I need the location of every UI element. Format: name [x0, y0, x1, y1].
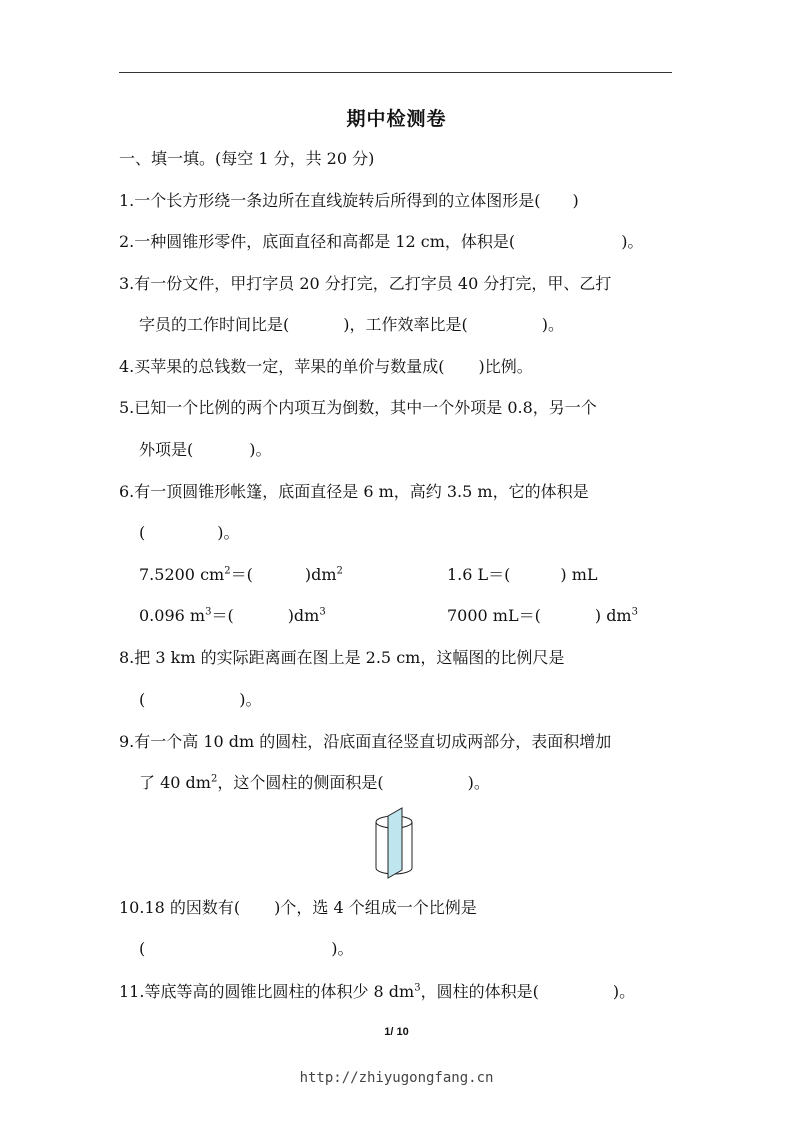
cylinder-cut-figure [372, 806, 424, 884]
page-title: 期中检测卷 [346, 108, 447, 130]
question-9-line-2: 了 40 $dm^2$，这个圆柱的侧面积是( )。 [139, 773, 490, 792]
question-5-line-1: 5.已知一个比例的两个内项互为倒数，其中一个外项是 0.8，另一个 [119, 398, 597, 417]
question-10-line-1: 10.18 的因数有( )个，选 4 个组成一个比例是 [119, 898, 477, 917]
footer-url: http://zhiyugongfang.cn [299, 1070, 494, 1086]
page-number: 1/ 10 [384, 1026, 409, 1038]
question-9-line-1: 9.有一个高 10 dm 的圆柱，沿底面直径竖直切成两部分，表面积增加 [119, 732, 612, 751]
question-7-item-d: 7000 mL＝( ) $dm^3$ [447, 606, 638, 625]
question-2: 2.一种圆锥形零件，底面直径和高都是 12 cm，体积是( )。 [119, 232, 644, 251]
question-8-line-1: 8.把 3 km 的实际距离画在图上是 2.5 cm，这幅图的比例尺是 [119, 648, 565, 667]
question-5-line-2: 外项是( )。 [139, 440, 272, 459]
question-3-line-1: 3.有一份文件，甲打字员 20 分打完，乙打字员 40 分打完，甲、乙打 [119, 274, 612, 293]
question-8-line-2: ( )。 [139, 690, 262, 709]
question-7-item-b: 1.6 L＝( ) mL [447, 565, 598, 584]
question-10-line-2: ( )。 [139, 939, 354, 958]
question-1: 1.一个长方形绕一条边所在直线旋转后所得到的立体图形是( ) [119, 191, 579, 210]
question-6-line-1: 6.有一顶圆锥形帐篷，底面直径是 6 m，高约 3.5 m，它的体积是 [119, 482, 589, 501]
question-7-item-a: 7.5200 $cm^2=$( )$dm^2$ [139, 565, 343, 584]
cutting-plane [388, 808, 402, 878]
question-11: 11.等底等高的圆锥比圆柱的体积少 8 $dm^3$，圆柱的体积是( )。 [119, 982, 636, 1001]
question-7-item-c: 0.096 $m^3=$( )$dm^3$ [139, 606, 326, 625]
question-3-line-2: 字员的工作时间比是( )，工作效率比是( )。 [139, 315, 564, 334]
question-4: 4.买苹果的总钱数一定，苹果的单价与数量成( )比例。 [119, 357, 533, 376]
question-6-line-2: ( )。 [139, 523, 240, 542]
section-heading: 一、填一填。(每空 1 分，共 20 分) [119, 149, 375, 168]
header-rule [119, 72, 672, 73]
